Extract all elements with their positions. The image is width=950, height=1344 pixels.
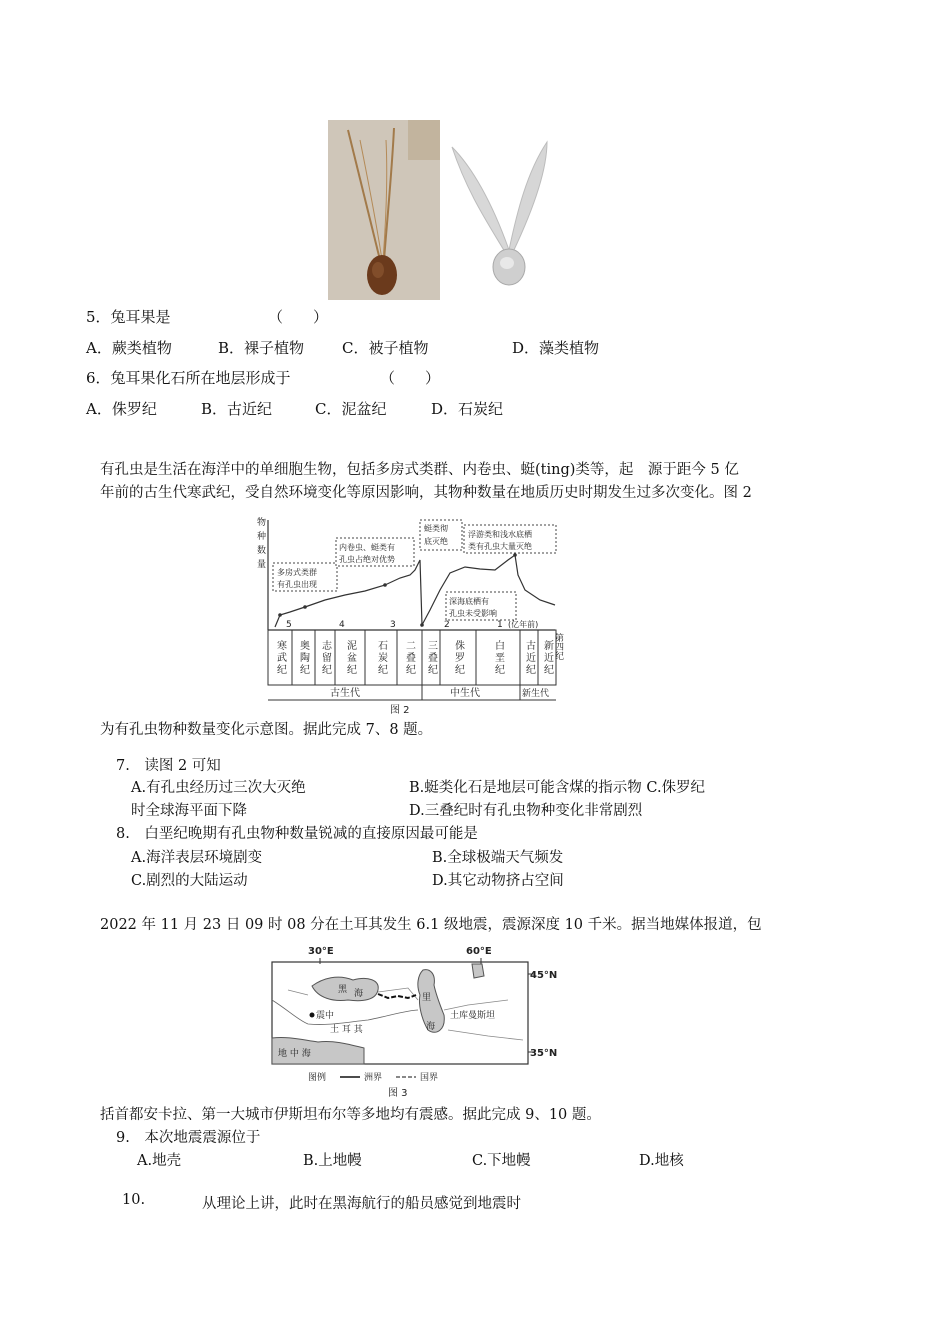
- mediterranean-label: 地 中 海: [278, 1049, 311, 1059]
- q6-option-b: B．古近纪: [201, 400, 273, 418]
- q10-stem: 从理论上讲，此时在黑海航行的船员感觉到地震时: [202, 1196, 521, 1212]
- ylabel-char: 种: [257, 532, 267, 542]
- q6-option-d: D．石炭纪: [431, 400, 504, 418]
- q5-option-a: A．蕨类植物: [86, 339, 172, 357]
- axis-tick: 5: [286, 620, 292, 630]
- q7-option-d: D.三叠纪时有孔虫物种变化非常剧烈: [409, 803, 643, 819]
- black-sea-label: 黑: [338, 985, 348, 995]
- legend-title: 图例: [308, 1073, 327, 1083]
- annotation-text: 深海底栖有: [449, 597, 489, 606]
- axis-tick: 3: [390, 620, 396, 630]
- annotation-text: 蜓类彻: [424, 524, 448, 533]
- passage2-line2: 年前的古生代寒武纪，受自然环境变化等原因影响，其物种数量在地质历史时期发生过多次变化。图 2: [100, 485, 752, 501]
- q8-option-b: B.全球极端天气频发: [432, 850, 564, 866]
- q8-option-c: C.剧烈的大陆运动: [131, 873, 248, 889]
- annotation-text: 底灭绝: [424, 537, 448, 546]
- curve-point: [383, 583, 387, 587]
- curve-point: [278, 613, 282, 617]
- q5-paren: （ ）: [268, 308, 329, 326]
- q9-option-a: A.地壳: [137, 1153, 182, 1169]
- period-label: 侏罗纪: [452, 640, 464, 676]
- period-label: 石炭纪: [375, 640, 387, 676]
- curve-point: [513, 553, 517, 557]
- q5-option-b: B．裸子植物: [218, 339, 305, 357]
- annotation-text: 内卷虫、蜓类有: [339, 543, 395, 552]
- period-label: 志留纪: [319, 640, 331, 676]
- seed-photo: [447, 132, 557, 292]
- q6-paren: （ ）: [380, 369, 441, 387]
- q7-option-bc: B.蜓类化石是地层可能含煤的指示物 C.侏罗纪: [409, 780, 706, 796]
- q8-option-d: D.其它动物挤占空间: [432, 873, 564, 889]
- annotation-text: 有孔虫出现: [277, 580, 317, 589]
- fossil-photo: [328, 120, 440, 300]
- fig3-caption: 图 3: [388, 1088, 408, 1099]
- legend-continent-label: 洲界: [364, 1073, 383, 1083]
- passage3-line1: 2022 年 11 月 23 日 09 时 08 分在土耳其发生 6.1 级地震，震源深度 10 千米。据当地媒体报道，包: [100, 917, 762, 933]
- q9-stem: 9. 本次地震震源位于: [116, 1130, 261, 1146]
- longitude-label: 60°E: [466, 946, 492, 957]
- q5-option-c: C．被子植物: [342, 339, 429, 357]
- annotation-text: 浮游类和浅水底栖: [468, 530, 532, 539]
- period-label: 白垩纪: [492, 640, 504, 676]
- curve-point: [303, 605, 307, 609]
- fig2-caption: 图 2: [390, 705, 410, 716]
- period-label: 寒武纪: [274, 640, 286, 676]
- period-label: 泥盆纪: [344, 640, 356, 676]
- q9-option-d: D.地核: [639, 1153, 684, 1169]
- q7-option-c-cont: 时全球海平面下降: [131, 803, 247, 819]
- black-sea-label: 海: [354, 989, 364, 999]
- passage3-line2: 括首都安卡拉、第一大城市伊斯坦布尔等多地均有震感。据此完成 9、10 题。: [100, 1107, 601, 1123]
- legend-border-label: 国界: [420, 1073, 439, 1083]
- turkey-label: 土 耳 其: [330, 1025, 363, 1035]
- q9-option-b: B.上地幔: [303, 1153, 362, 1169]
- annotation-text: 类有孔虫大量灭绝: [468, 542, 532, 551]
- turkmenistan-label: 土库曼斯坦: [450, 1011, 496, 1021]
- q5-stem: 5．兔耳果是: [86, 308, 171, 326]
- period-label: 古近纪: [523, 640, 535, 676]
- fig2-ylabel: [257, 516, 266, 570]
- q5-option-d: D．藻类植物: [512, 339, 600, 357]
- passage2-line3: 为有孔虫物种数量变化示意图。据此完成 7、8 题。: [100, 722, 433, 738]
- curve-point: [420, 623, 424, 627]
- epicenter-label: 震中: [316, 1011, 335, 1021]
- epicenter-marker: [310, 1013, 315, 1018]
- q9-option-c: C.下地幔: [472, 1153, 531, 1169]
- q6-option-c: C．泥盆纪: [315, 400, 387, 418]
- period-label: 新近纪: [541, 640, 553, 676]
- period-label: 奥陶纪: [297, 640, 309, 676]
- latitude-label: 35°N: [530, 1048, 558, 1059]
- axis-tick: 1: [497, 620, 503, 630]
- latitude-label: 45°N: [530, 970, 558, 981]
- annotation-text: 孔虫占绝对优势: [339, 555, 395, 564]
- q10-number: 10.: [122, 1192, 146, 1208]
- q8-stem: 8. 白垩纪晚期有孔虫物种数量锐减的直接原因最可能是: [116, 826, 478, 842]
- annotation-text: 多房式类群: [277, 568, 317, 577]
- axis-unit: (亿年前): [508, 620, 539, 629]
- q6-option-a: A．侏罗纪: [86, 400, 157, 418]
- axis-tick: 2: [444, 620, 450, 630]
- axis-tick: 4: [339, 620, 345, 630]
- era-label: 中生代: [450, 688, 480, 699]
- q6-stem: 6．兔耳果化石所在地层形成于: [86, 369, 291, 387]
- ylabel-char: 物: [257, 518, 267, 528]
- q7-option-a: A.有孔虫经历过三次大灭绝: [131, 780, 306, 796]
- annotation-text: 孔虫未受影响: [449, 609, 497, 618]
- figure-3: [268, 940, 568, 1100]
- q8-option-a: A.海洋表层环境剧变: [131, 850, 263, 866]
- era-label: 新生代: [522, 689, 550, 699]
- longitude-label: 30°E: [308, 946, 334, 957]
- passage2-line1: 有孔虫是生活在海洋中的单细胞生物，包括多房式类群、内卷虫、蜓(ting)类等，起 源于距今 5 亿: [100, 462, 739, 478]
- period-label: 二叠纪: [403, 640, 415, 676]
- period-label: 三叠纪: [425, 640, 437, 676]
- era-label: 古生代: [330, 688, 360, 699]
- figure-2: [250, 515, 563, 720]
- ylabel-char: 量: [257, 560, 267, 570]
- quaternary-label: 第四纪: [553, 633, 563, 660]
- aral-sea-shape: [472, 964, 484, 978]
- q7-stem: 7. 读图 2 可知: [116, 758, 221, 774]
- ylabel-char: 数: [257, 546, 267, 556]
- caspian-label: 海: [426, 1022, 436, 1032]
- caspian-label: 里: [422, 993, 432, 1003]
